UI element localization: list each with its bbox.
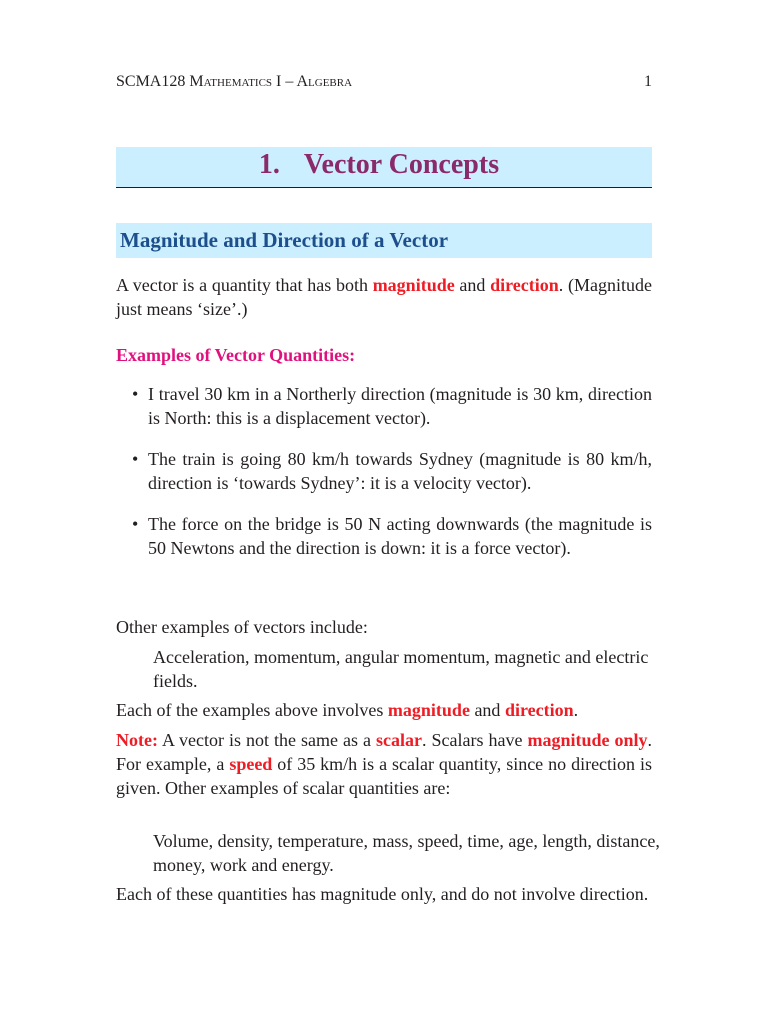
other-examples-list: Acceleration, momentum, angular momentum, magnetic and electric fields. [153,647,649,691]
note-paragraph [116,728,652,800]
note-label: Note: [116,730,158,750]
body-text: . Scalars have [421,730,528,750]
body-text: of 35 km/h is a scalar quantity, since no direction is given. Other examples of scalar quantities are: [116,754,652,798]
each-examples-paragraph [116,698,652,722]
chapter-heading-box [116,147,652,188]
closing-paragraph: Each of these quantities has magnitude only, and do not involve direction. [116,884,649,904]
section-title: Magnitude and Direction of a Vector [120,228,449,252]
term-magnitude: magnitude [372,275,455,295]
body-text: . For example, a [116,730,652,774]
course-title: Mathematics I – Algebra [189,73,353,90]
body-text: . [573,700,579,720]
body-text: and [469,700,505,720]
list-item: • I travel 30 km in a Northerly direction (magnitude is 30 km, direction is North: this is a displacement vector). [116,382,652,430]
list-item: • The force on the bridge is 50 N acting downwards (the magnitude is 50 Newtons and the direction is down: it is a force vector). [116,512,652,560]
examples-list [116,382,652,560]
section-heading-box [116,223,652,258]
chapter-name: Vector Concepts [303,149,500,180]
body-text: Each of the examples above involves [116,700,388,720]
scalar-list: Volume, density, temperature, mass, speed, time, age, length, distance, money, work and energy. [153,831,660,875]
body-text: A vector is not the same as a [157,730,376,750]
chapter-number: 1. [258,149,280,180]
intro-text: A vector is a quantity that has both [116,275,373,295]
term-magnitude: magnitude [387,700,470,720]
course-code: SCMA128 [116,73,186,90]
term-scalar: scalar [376,730,422,750]
term-speed: speed [229,754,273,774]
examples-heading: Examples of Vector Quantities: [116,345,356,365]
page-number: 1 [644,73,652,90]
examples-list-container [116,382,652,577]
intro-paragraph [116,273,652,321]
intro-text: . (Magnitude just means ‘size’.) [116,275,652,319]
list-item: • The train is going 80 km/h towards Sydney (magnitude is 80 km/h, direction is ‘towards Sydney’: it is a velocity vector). [116,447,652,495]
running-header [116,72,652,92]
other-examples-lead: Other examples of vectors include: [116,617,368,637]
chapter-title [259,149,499,181]
term-magnitude-only: magnitude only [527,730,648,750]
term-direction: direction [504,700,574,720]
intro-text: and [454,275,491,295]
term-direction: direction [490,275,559,295]
header-course [116,72,352,92]
